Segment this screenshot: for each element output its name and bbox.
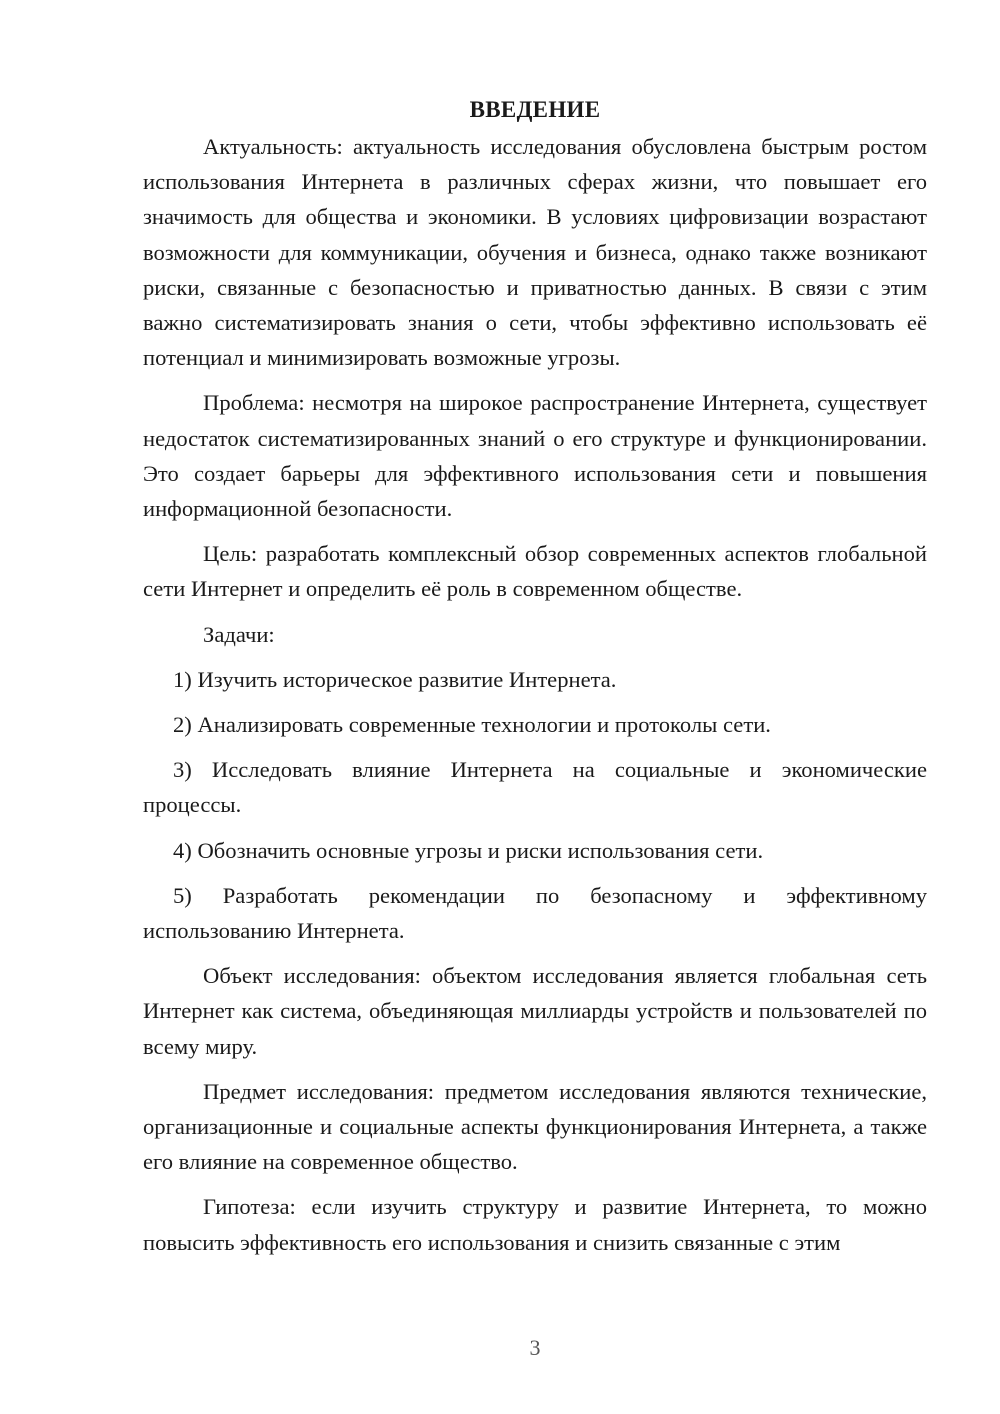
paragraph-goal: Цель: разработать комплексный обзор современных аспектов глобальной сети Интернет и определить её роль в современном обществе. bbox=[143, 541, 927, 602]
task-item-5: 5) Разработать рекомендации по безопасному и эффективному использованию Интернета. bbox=[143, 882, 927, 944]
task-item-1: 1) Изучить историческое развитие Интернета. bbox=[173, 666, 617, 692]
paragraph-problem: Проблема: несмотря на широкое распространение Интернета, существует недостаток систематизированных знаний о его структуре и функционировании. Это создает барьеры для эффективного использования сети и повышения информационной безопасности. bbox=[143, 390, 927, 522]
page-number: 3 bbox=[529, 1335, 541, 1360]
paragraph-subject: Предмет исследования: предметом исследования являются технические, организационные и социальные аспекты функционирования Интернета, а также его влияние на современное общество. bbox=[143, 1078, 927, 1175]
paragraph-relevance: Актуальность: актуальность исследования обусловлена быстрым ростом использования Интернета в различных сферах жизни, что повышает его значимость для общества и экономики. В условиях цифровизации возрастают возможности для коммуникации, обучения и бизнеса, однако также возникают риски, связанные с безопасностью и приватностью данных. В связи с этим важно систематизировать знания о сети, чтобы эффективно использовать её потенциал и минимизировать возможные угрозы. bbox=[143, 134, 927, 371]
task-item-2: 2) Анализировать современные технологии и протоколы сети. bbox=[173, 712, 771, 738]
tasks-label: Задачи: bbox=[203, 621, 275, 647]
task-item-4: 4) Обозначить основные угрозы и риски использования сети. bbox=[173, 837, 764, 863]
paragraph-object: Объект исследования: объектом исследования является глобальная сеть Интернет как система, объединяющая миллиарды устройств и пользователей по всему миру. bbox=[143, 963, 927, 1059]
paragraph-hypothesis: Гипотеза: если изучить структуру и развитие Интернета, то можно повысить эффективность его использования и снизить связанные с этим bbox=[143, 1194, 927, 1255]
task-item-3: 3) Исследовать влияние Интернета на социальные и экономические процессы. bbox=[143, 757, 927, 818]
section-heading: ВВЕДЕНИЕ bbox=[469, 97, 601, 122]
